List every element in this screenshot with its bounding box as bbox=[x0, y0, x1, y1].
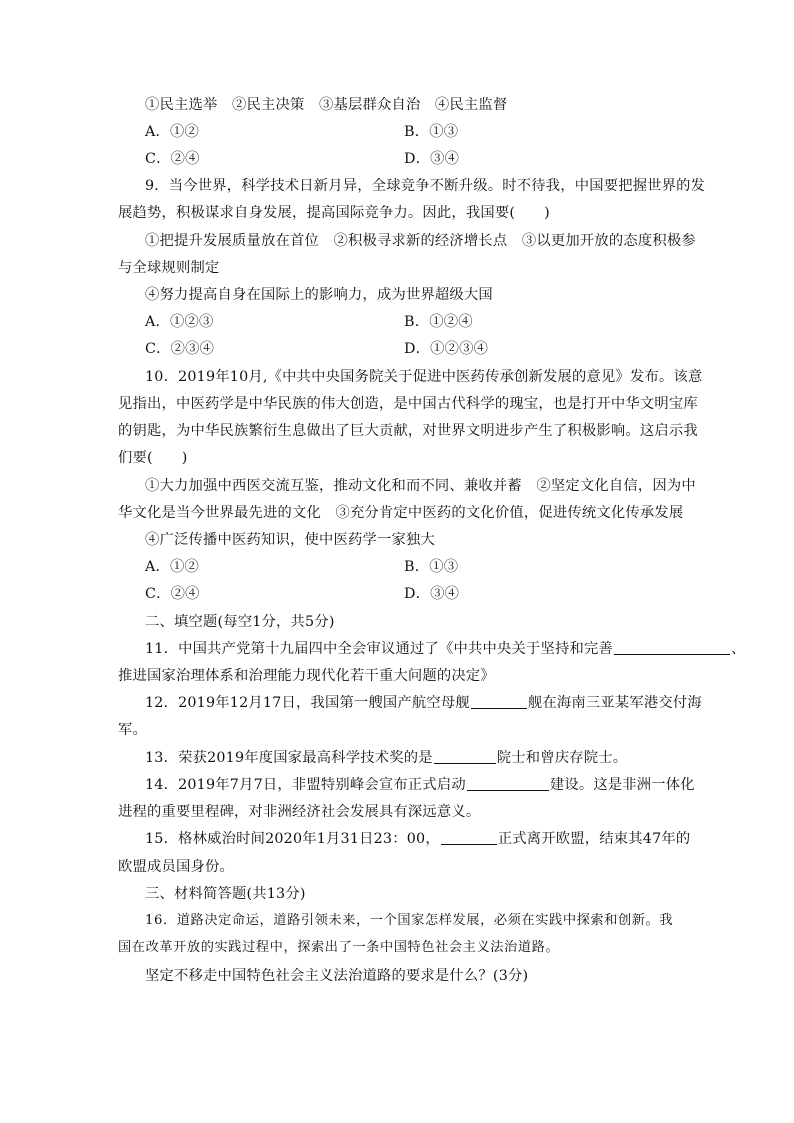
q15-answer-blank[interactable] bbox=[441, 830, 497, 845]
q9-option-line-3: ④努力提高自身在国际上的影响力，成为世界超级大国 bbox=[145, 287, 493, 303]
choice-b: B．①②④ bbox=[404, 314, 473, 330]
q9-option-line-2: 与全球规则制定 bbox=[118, 260, 220, 276]
q16-material-line-1: 16．道路决定命运，道路引领未来，一个国家怎样发展，必须在实践中探索和创新。我 bbox=[145, 913, 674, 928]
q14-answer-blank[interactable] bbox=[467, 776, 549, 791]
q10-option-line-3: ④广泛传播中医药知识，使中医药学一家独大 bbox=[145, 532, 435, 548]
choice-c: C．②③④ bbox=[145, 341, 215, 357]
q12-line-1: 12．2019年12月17日，我国第一艘国产航空母舰 舰在海南三亚某军港交付海 bbox=[145, 695, 702, 711]
section-3-title: 三、材料简答题(共13分) bbox=[145, 886, 306, 902]
q11-line-2: 推进国家治理体系和治理能力现代化若干重大问题的决定》 bbox=[118, 668, 495, 684]
q12-answer-blank[interactable] bbox=[471, 694, 527, 709]
q8-choices-row-1 bbox=[145, 122, 459, 142]
choice-c: C．②④ bbox=[145, 586, 200, 602]
section-2-title: 二、填空题(每空1分，共5分) bbox=[145, 614, 335, 630]
q9-stem-line-2: 展趋势，积极谋求自身发展，提高国际竞争力。因此，我国要( ) bbox=[118, 205, 550, 221]
q9-choices-row-2 bbox=[145, 339, 489, 359]
choice-b: B．①③ bbox=[404, 124, 459, 140]
q14-line-2: 进程的重要里程碑，对非洲经济社会发展具有深远意义。 bbox=[118, 804, 481, 820]
q10-stem-line-1: 10．2019年10月,《中共中央国务院关于促进中医药传承创新发展的意见》发布。该意 bbox=[145, 369, 703, 385]
q8-choices-row-2 bbox=[145, 149, 460, 169]
q10-stem-line-3: 的钥匙，为中华民族繁衍生息做出了巨大贡献，对世界文明进步产生了积极影响。这启示我 bbox=[118, 423, 698, 439]
q8-options-line: ①民主选举 ②民主决策 ③基层群众自治 ④民主监督 bbox=[145, 97, 508, 113]
choice-a: A．①② bbox=[145, 559, 200, 575]
choice-c: C．②④ bbox=[145, 151, 200, 167]
choice-d: D．③④ bbox=[404, 151, 460, 167]
q15-line-2: 欧盟成员国身份。 bbox=[118, 859, 234, 875]
q13-answer-blank[interactable] bbox=[434, 749, 496, 764]
q9-choices-row-1 bbox=[145, 312, 473, 332]
q16-question: 坚定不移走中国特色社会主义法治道路的要求是什么？(3分) bbox=[145, 968, 529, 984]
q10-option-line-2: 华文化是当今世界最先进的文化 ③充分肯定中医药的文化价值，促进传统文化传承发展 bbox=[118, 505, 684, 521]
q11-answer-blank[interactable] bbox=[614, 640, 730, 655]
q12-line-2: 军。 bbox=[118, 722, 147, 738]
choice-b: B．①③ bbox=[404, 559, 459, 575]
choice-a: A．①②③ bbox=[145, 314, 214, 330]
q10-choices-row-2 bbox=[145, 584, 460, 604]
q10-option-line-1: ①大力加强中西医交流互鉴，推动文化和而不同、兼收并蓄 ②坚定文化自信，因为中 bbox=[145, 478, 696, 494]
q13-line-1: 13．荣获2019年度国家最高科学技术奖的是 院士和曾庆存院士。 bbox=[145, 750, 628, 766]
q9-option-line-1: ①把提升发展质量放在首位 ②积极寻求新的经济增长点 ③以更加开放的态度积极参 bbox=[145, 233, 696, 249]
q15-line-1: 15．格林威治时间2020年1月31日23：00， 正式离开欧盟，结束其47年的 bbox=[145, 831, 691, 847]
q14-line-1: 14．2019年7月7日，非盟特别峰会宣布正式启动 建设。这是非洲一体化 bbox=[145, 777, 695, 793]
choice-d: D．①②③④ bbox=[404, 341, 489, 357]
q10-choices-row-1 bbox=[145, 557, 459, 577]
choice-d: D．③④ bbox=[404, 586, 460, 602]
choice-a: A．①② bbox=[145, 124, 200, 140]
q16-material-line-2: 国在改革开放的实践过程中，探索出了一条中国特色社会主义法治道路。 bbox=[118, 940, 560, 955]
q11-line-1: 11．中国共产党第十九届四中全会审议通过了《中共中央关于坚持和完善 、 bbox=[145, 641, 746, 657]
q10-stem-line-4: 们要( ) bbox=[118, 450, 188, 466]
q10-stem-line-2: 见指出，中医药学是中华民族的伟大创造，是中国古代科学的瑰宝，也是打开中华文明宝库 bbox=[118, 396, 698, 412]
q9-stem-line-1: 9．当今世界，科学技术日新月异，全球竞争不断升级。时不待我，中国要把握世界的发 bbox=[145, 178, 706, 194]
